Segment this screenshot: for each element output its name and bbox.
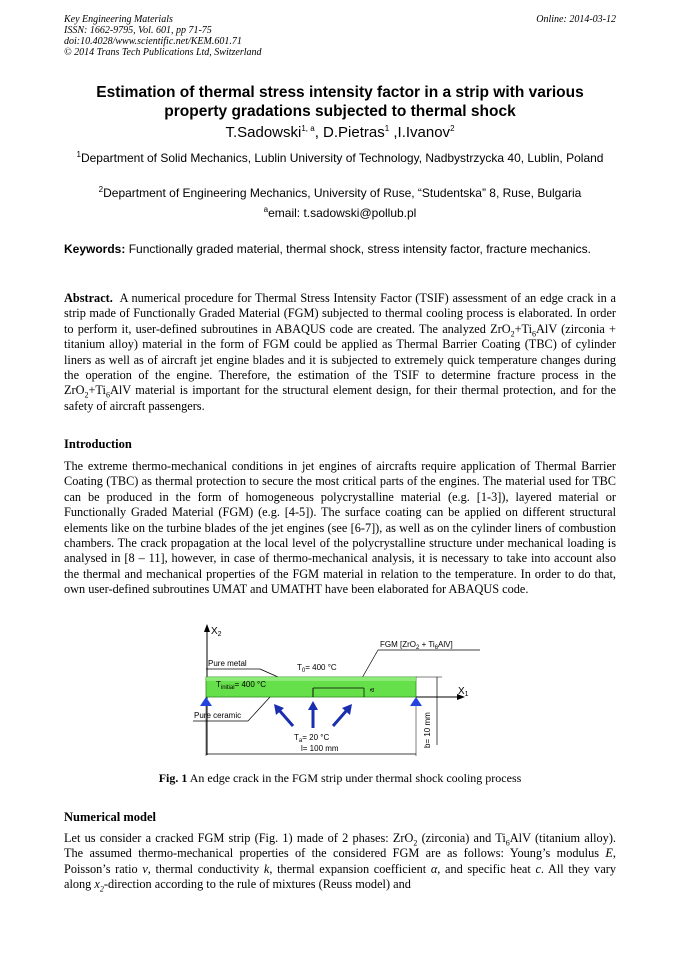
affiliation-2 xyxy=(64,185,616,201)
nm-text-9: -direction according to the rule of mixtures (Reuss model) and xyxy=(103,877,411,892)
right-support-icon xyxy=(410,697,422,706)
tinitial-label: $T_{initial}= 400$ °C xyxy=(216,680,267,691)
ta-label: $T_a= 20$ °C xyxy=(294,733,330,744)
fgm-label: FGM $[ZrO_2 + Ti_6AlV]$ xyxy=(380,640,453,651)
x1-label: $X_1$ xyxy=(458,686,469,698)
keywords xyxy=(64,242,616,257)
cooling-arrow-middle-head-icon xyxy=(308,701,318,710)
pure-ceramic-label: Pure ceramic xyxy=(194,711,242,720)
l-dimension-label: l= 100 mm xyxy=(301,744,339,753)
nm-c: c xyxy=(535,861,541,876)
abstract-text-4: +Ti xyxy=(88,383,106,398)
abstract-label: Abstract. xyxy=(64,291,113,305)
pure-metal-leader xyxy=(260,669,278,677)
pure-metal-label: Pure metal xyxy=(208,659,247,668)
pure-ceramic-leader xyxy=(248,697,270,721)
paper-title: Estimation of thermal stress intensity factor in a strip with various property gradations subjected to thermal shock xyxy=(96,84,584,120)
journal-name: Key Engineering Materials xyxy=(64,14,173,25)
abstract xyxy=(64,291,616,414)
email-line xyxy=(64,205,616,221)
nm-text-1: Let us consider a cracked FGM strip (Fig. 1) made of 2 phases: ZrO xyxy=(64,831,414,845)
affiliation-2-text: Department of Engineering Mechanics, University of Ruse, “Studentska” 8, Ruse, Bulgaria xyxy=(103,186,582,200)
x2-label: $X_2$ xyxy=(211,626,222,638)
journal-header xyxy=(64,14,616,58)
copyright-line: © 2014 Trans Tech Publications Ltd, Switzerland xyxy=(64,47,262,58)
author-2-sup: 1 xyxy=(384,124,390,133)
introduction-text: The extreme thermo-mechanical conditions in jet engines of aircrafts require application of Thermal Barrier Coating (TBC) as thermal protection to secure the most critical parts of the engines. The material used for TBC can be produced in the form of homogeneous polycrystalline material (e.g. [1-3]), layered material or Functionally Graded Material (FGM) (e.g. [4-5]). The surface coating can be applied on different structural elements like on the turbine blades of the jet engines (see [6-7]), as well as on the cylinder liners of combustion chambers. The crack propagation at the local level of the polycrystalline structure under mechanical loading is analysed in [8 – 11], however, in case of thermo-mechanical analysis, it is necessary to take into account also the thermal and mechanical properties of the FGM material in relation to the temperature. In order to do that, own user-defined subroutines UMAT and UMATHT have been elaborated for ABAQUS code. xyxy=(64,459,616,597)
affiliation-2-sup: 2 xyxy=(98,185,104,194)
figure-caption-text: An edge crack in the FGM strip under thermal shock cooling process xyxy=(187,771,522,785)
abstract-sub-2: 6 xyxy=(532,329,537,339)
nm-nu: ν xyxy=(142,861,148,876)
nm-text-2: (zirconia) and Ti xyxy=(417,831,506,845)
nm-sub-2: 6 xyxy=(505,838,510,848)
abstract-text-5: AlV material is important for the structural element design, for their thermal protection, and for the safety of aircraft passengers. xyxy=(64,383,616,413)
nm-x2: x xyxy=(94,877,100,892)
abstract-sub-3: 2 xyxy=(84,390,89,400)
nm-x2-sub: 2 xyxy=(99,884,104,894)
affiliation-1-text: Department of Solid Mechanics, Lublin University of Technology, Nadbystrzycka 40, Lublin, Poland xyxy=(80,151,604,165)
author-line: T.Sadowski$^{1, a}$, D.Pietras$^1$ ,I.Ivanov$^2$ xyxy=(225,124,455,141)
author-3: I.Ivanov xyxy=(397,124,451,141)
email-sup: a xyxy=(263,205,269,214)
nm-sub-1: 2 xyxy=(413,838,418,848)
author-1: T.Sadowski xyxy=(225,124,302,141)
crack-length-label: a xyxy=(369,688,376,692)
nm-k: k xyxy=(263,861,270,876)
keywords-text: Functionally graded material, thermal shock, stress intensity factor, fracture mechanics. xyxy=(128,242,591,256)
numerical-model-heading: Numerical model xyxy=(64,810,156,824)
introduction-heading: Introduction xyxy=(64,437,132,451)
affiliation-1-sup: 1 xyxy=(76,150,81,159)
numerical-model-text xyxy=(64,831,616,893)
nm-text-4: , Poisson’s ratio xyxy=(64,846,616,876)
author-2: D.Pietras xyxy=(323,124,385,141)
figure-1 xyxy=(190,620,490,760)
abstract-sub-1: 2 xyxy=(510,329,515,339)
b-dimension-label: b= 10 mm xyxy=(423,712,432,748)
author-1-sup: 1, a xyxy=(301,124,315,133)
left-support-icon xyxy=(200,697,212,706)
online-date: Online: 2014-03-12 xyxy=(536,14,616,25)
affiliation-1 xyxy=(64,150,616,166)
abstract-sub-4: 6 xyxy=(105,390,110,400)
x2-arrow-icon xyxy=(204,624,210,632)
abstract-text-2: +Ti xyxy=(514,321,533,336)
author-3-sup: 2 xyxy=(450,124,455,133)
figure-caption xyxy=(64,771,616,786)
nm-text-5: , thermal conductivity xyxy=(147,861,264,876)
figure-caption-label: Fig. 1 xyxy=(158,771,188,785)
issn-line: ISSN: 1662-9795, Vol. 601, pp 71-75 xyxy=(64,25,212,36)
doi-line: doi:10.4028/www.scientific.net/KEM.601.71 xyxy=(64,36,242,47)
abstract-text-3: AlV (zirconia + titanium alloy) material in the form of FGM could be applied as Thermal Barrier Coating (TBC) of cylinder liners as well as of aircraft jet engine blades and it is subjected to extremely quick temperature changes during the operation of the engine. Therefore, the estimation of the TSIF to determine fracture process in the ZrO xyxy=(64,321,616,398)
nm-alpha: α xyxy=(430,861,438,876)
nm-E: E xyxy=(605,846,613,861)
nm-text-6: , thermal expansion coefficient xyxy=(269,861,431,876)
nm-text-8: . All they vary along xyxy=(64,861,617,892)
cooling-arrow-left xyxy=(279,710,293,726)
t0-label: $T_0= 400$ °C xyxy=(297,663,337,674)
nm-text-7: , and specific heat xyxy=(437,861,536,876)
abstract-text-1: A numerical procedure for Thermal Stress Intensity Factor (TSIF) assessment of an edge crack in a strip made of Functionally Graded Material (FGM) subjected to thermal cooling process is elaborated. In order to perform it, user-defined subroutines in ABAQUS code are created. The analyzed ZrO xyxy=(64,291,616,336)
keywords-label: Keywords: xyxy=(64,242,126,256)
email-text: email: t.sadowski@pollub.pl xyxy=(268,206,417,220)
cooling-arrow-right xyxy=(333,710,347,726)
nm-text-3: AlV (titanium alloy). The assumed thermo-mechanical properties of the considered FGM are as follows: Young’s modulus xyxy=(64,831,616,861)
fgm-leader xyxy=(362,650,378,678)
